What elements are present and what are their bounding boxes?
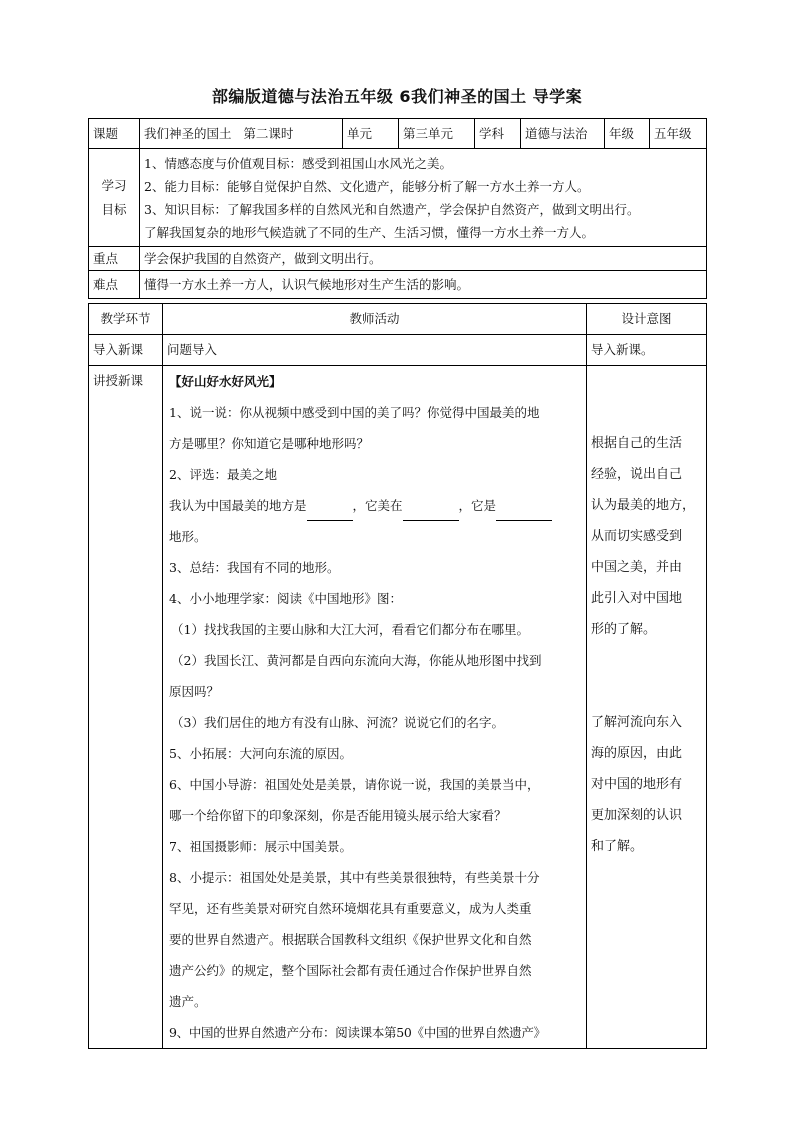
goals-label-line1: 学习	[101, 177, 127, 193]
goals-label-line2: 目标	[101, 201, 127, 217]
fill-in-line-end: 地形。	[169, 529, 207, 544]
activity-line: 7、祖国摄影师：展示中国美景。	[169, 839, 352, 854]
section-heading: 【好山好水好风光】	[169, 374, 282, 389]
key-point-label: 重点	[89, 247, 140, 271]
intent-line: 此引入对中国地	[591, 591, 683, 606]
fill-blank-2	[403, 502, 459, 521]
fill-text-a: 我认为中国最美的地方是	[169, 498, 307, 513]
activity-line: （3）我们居住的地方有没有山脉、河流？说说它们的名字。	[171, 715, 504, 730]
activity-line: 4、小小地理学家：阅读《中国地形》图：	[169, 591, 402, 606]
intent-line: 认为最美的地方，	[591, 498, 696, 513]
activity-line: （2）我国长江、黄河都是自西向东流向大海，你能从地形图中找到	[171, 653, 542, 668]
activity-line: 8、小提示：祖国处处是美景，其中有些美景很独特，有些美景十分	[169, 870, 540, 885]
unit-label: 单元	[343, 119, 399, 149]
intro-activity: 问题导入	[163, 335, 587, 366]
goals-label	[89, 149, 140, 247]
goal-item: 1、情感态度与价值观目标：感受到祖国山水风光之美。	[144, 155, 452, 171]
intent-line: 了解河流向东入	[591, 715, 683, 730]
activity-line: 6、中国小导游：祖国处处是美景，请你说一说，我国的美景当中，	[169, 777, 540, 792]
activity-line: 9、中国的世界自然遗产分布：阅读课本第50《中国的世界自然遗产》	[169, 1025, 546, 1040]
activity-line: 要的世界自然遗产。根据联合国教科文组织《保护世界文化和自然	[169, 932, 532, 947]
activity-line: 3、总结：我国有不同的地形。	[169, 560, 340, 575]
teaching-process-table	[88, 303, 707, 1049]
activity-line: 方是哪里？你知道它是哪种地形吗？	[169, 436, 370, 451]
fill-text-b: ，它美在	[352, 498, 403, 513]
goal-item: 了解我国复杂的地形气候造就了不同的生产、生活习惯，懂得一方水土养一方人。	[144, 224, 595, 240]
header-activity: 教师活动	[163, 304, 587, 335]
activity-line: （1）找找我国的主要山脉和大江大河，看看它们都分布在哪里。	[171, 622, 529, 637]
topic-value: 我们神圣的国土 第二课时	[140, 119, 343, 149]
intro-stage: 导入新课	[89, 335, 163, 366]
activity-line: 哪一个给你留下的印象深刻，你是否能用镜头展示给大家看？	[169, 808, 507, 823]
goal-item: 2、能力目标：能够自觉保护自然、文化遗产，能够分析了解一方水土养一方人。	[144, 178, 590, 194]
difficulty-value: 懂得一方水土养一方人，认识气候地形对生产生活的影响。	[140, 271, 707, 299]
intent-line: 形的了解。	[591, 622, 657, 637]
fill-in-line	[167, 490, 582, 521]
document-title: 部编版道德与法治五年级 6我们神圣的国土 导学案	[211, 87, 583, 106]
fill-blank-3	[496, 502, 552, 521]
header-stage: 教学环节	[89, 304, 163, 335]
difficulty-label: 难点	[89, 271, 140, 299]
intent-line: 中国之美，并由	[591, 560, 683, 575]
lesson-stage	[89, 366, 163, 1049]
unit-value: 第三单元	[399, 119, 475, 149]
grade-label: 年级	[605, 119, 650, 149]
intent-line: 根据自己的生活	[591, 436, 683, 451]
activity-line: 遗产。	[169, 994, 207, 1009]
fill-text-c: ，它是	[458, 498, 497, 513]
lesson-info-table	[88, 118, 707, 299]
lesson-activity	[163, 366, 587, 1049]
fill-blank-1	[307, 502, 353, 521]
activity-line: 5、小拓展：大河向东流的原因。	[169, 746, 352, 761]
topic-label: 课题	[89, 119, 140, 149]
activity-line: 罕见，还有些美景对研究自然环境烟花具有重要意义，成为人类重	[169, 901, 532, 916]
goals-list	[140, 149, 707, 247]
activity-line: 1、说一说：你从视频中感受到中国的美了吗？你觉得中国最美的地	[169, 405, 540, 420]
activity-line: 遗产公约》的规定，整个国际社会都有责任通过合作保护世界自然	[169, 963, 532, 978]
intent-line: 更加深刻的认识	[591, 808, 683, 823]
intro-intent: 导入新课。	[587, 335, 707, 366]
lesson-intent	[587, 366, 707, 1049]
activity-line: 原因吗？	[169, 684, 220, 699]
subject-label: 学科	[475, 119, 521, 149]
goal-item: 3、知识目标：了解我国多样的自然风光和自然遗产，学会保护自然资产，做到文明出行。	[144, 201, 640, 217]
key-point-value: 学会保护我国的自然资产，做到文明出行。	[140, 247, 707, 271]
activity-line: 2、评选：最美之地	[169, 467, 277, 482]
intent-line: 经验，说出自己	[591, 467, 683, 482]
intent-line: 和了解。	[591, 839, 644, 854]
intent-line: 对中国的地形有	[591, 777, 683, 792]
intent-line: 从而切实感受到	[591, 529, 683, 544]
grade-value: 五年级	[650, 119, 707, 149]
header-intent: 设计意图	[587, 304, 707, 335]
intent-line: 海的原因，由此	[591, 746, 683, 761]
subject-value: 道德与法治	[521, 119, 605, 149]
lesson-stage-label: 讲授新课	[93, 373, 144, 388]
